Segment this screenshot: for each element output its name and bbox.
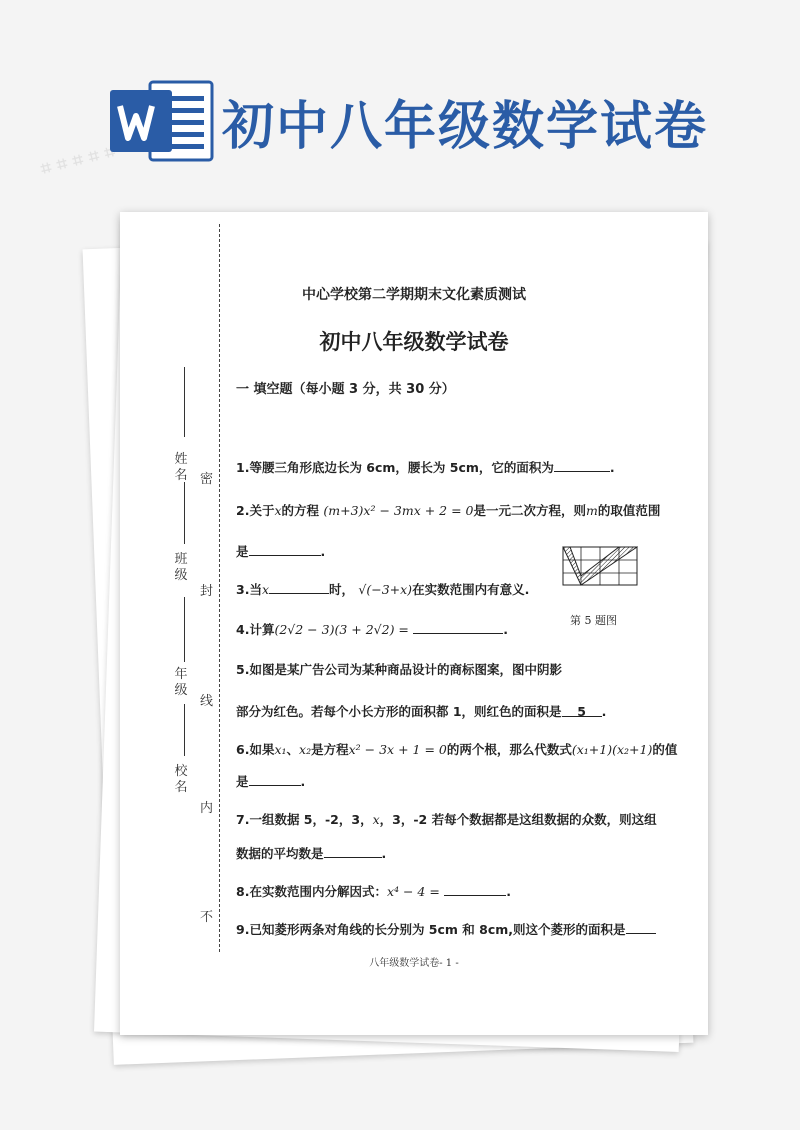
page-footer: 八年级数学试卷- 1 - <box>369 958 459 969</box>
school-line: 中心学校第二学期期末文化素质测试 <box>302 287 526 303</box>
figure-caption: 第 5 题图 <box>570 614 617 627</box>
question-3: 3.当x 时， √(−3+x)在实数范围内有意义. <box>236 582 530 597</box>
answer-blank[interactable] <box>249 543 321 556</box>
school-underline <box>184 704 185 756</box>
question-5: 5.如图是某广告公司为某种商品设计的商标图案，图中阴影 <box>236 662 562 677</box>
answer-blank[interactable] <box>413 621 503 634</box>
answer-blank[interactable] <box>324 845 382 858</box>
exam-page <box>120 212 708 1035</box>
question-5-line-2: 部分为红色。若每个小长方形的面积都 1，则红色的面积是 5 . <box>236 704 607 719</box>
question-4: 4.计算(2√2 − 3)(3 + 2√2) = . <box>236 622 509 637</box>
seal-char: 内 <box>200 801 214 816</box>
binding-label-school: 校名 <box>174 764 188 795</box>
watermark: ⌗ ⌗ ⌗ ⌗ ⌗ <box>38 141 118 180</box>
header-banner <box>0 0 800 205</box>
question-8: 8.在实数范围内分解因式：x⁴ − 4 = . <box>236 884 511 899</box>
binding-label-grade: 年级 <box>174 667 188 698</box>
section-heading: 一 填空题（每小题 3 分，共 30 分） <box>236 382 455 397</box>
word-document-icon <box>106 76 216 166</box>
answer-blank[interactable]: 5 <box>562 704 602 717</box>
seal-char: 线 <box>200 694 214 709</box>
class-underline <box>184 482 185 544</box>
seal-char: 不 <box>200 910 214 925</box>
question-2-line-2: 是 . <box>236 544 326 559</box>
answer-blank[interactable] <box>626 921 656 934</box>
question-5-figure <box>562 546 638 586</box>
binding-label-name: 姓名 <box>174 452 188 483</box>
exam-title: 初中八年级数学试卷 <box>319 330 509 354</box>
answer-blank[interactable] <box>554 459 610 472</box>
question-9: 9.已知菱形两条对角线的长分别为 5cm 和 8cm,则这个菱形的面积是 <box>236 920 656 938</box>
question-7: 7.一组数据 5，-2，3，x，3，-2 若每个数据都是这组数据的众数，则这组 <box>236 812 657 827</box>
question-7-line-2: 数据的平均数是 . <box>236 846 387 861</box>
name-underline <box>184 367 185 437</box>
question-1: 1.等腰三角形底边长为 6cm，腰长为 5cm，它的面积为 . <box>236 460 615 475</box>
page-title: 初中八年级数学试卷 <box>222 97 709 157</box>
seal-char: 封 <box>200 584 214 599</box>
binding-label-class: 班级 <box>174 552 188 583</box>
question-6-line-2: 是 . <box>236 774 306 789</box>
question-6: 6.如果x₁、x₂是方程x² − 3x + 1 = 0的两个根，那么代数式(x₁+1)(x₂+1)的值 <box>236 742 678 757</box>
answer-blank[interactable] <box>444 883 506 896</box>
grade-underline <box>184 597 185 662</box>
answer-blank[interactable] <box>249 773 301 786</box>
answer-blank[interactable] <box>269 581 329 594</box>
question-2: 2.关于x的方程 (m+3)x² − 3mx + 2 = 0是一元二次方程，则m的取值范围 <box>236 503 661 518</box>
seal-char: 密 <box>200 472 214 487</box>
